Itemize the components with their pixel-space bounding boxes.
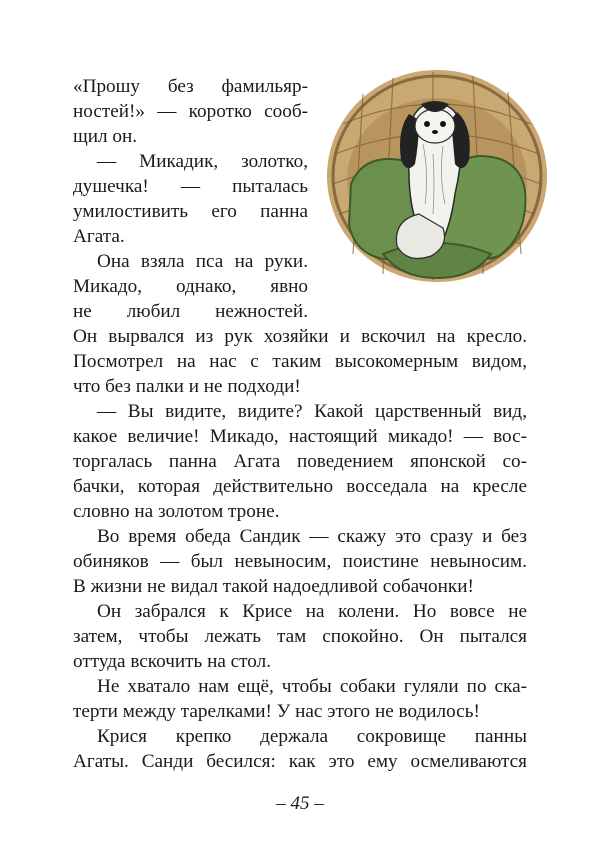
paragraph: [73, 599, 527, 674]
paragraph: [73, 249, 527, 399]
text-line: обиняков — был невыносим, поистине невыносим.: [73, 551, 527, 572]
text-line: Агата.: [73, 226, 125, 247]
text-line: душечка! — пыталась: [73, 176, 308, 197]
text-line: торгалась панна Агата поведением японской со-: [73, 451, 527, 472]
text-line: словно на золотом троне.: [73, 501, 280, 522]
text-line: — Микадик, золотко,: [97, 151, 308, 172]
text-line: оттуда вскочить на стол.: [73, 651, 272, 672]
text-line: Во время обеда Сандик — скажу это сразу и без: [97, 526, 527, 547]
paragraph: [73, 149, 308, 249]
text-line: умилостивить его панна: [73, 201, 308, 222]
paragraph: [73, 74, 308, 149]
text-line: затем, чтобы лежать там спокойно. Он пытался: [73, 626, 527, 647]
text-line: — Вы видите, видите? Какой царственный вид,: [97, 401, 527, 422]
text-line: что без палки и не подходи!: [73, 376, 301, 397]
text-line: щил он.: [73, 126, 138, 147]
text-line: Микадо, однако, явно: [73, 276, 308, 297]
text-line: В жизни не видал такой надоедливой собачонки!: [73, 576, 474, 597]
text-line: Крися крепко держала сокровище панны: [97, 726, 527, 747]
text-line: не любил нежностей.: [73, 301, 308, 322]
text-line: терти между тарелками! У нас этого не водилось!: [73, 701, 480, 722]
text-line: какое величие! Микадо, настоящий микадо! — вос-: [73, 426, 527, 447]
text-line: бачки, которая действительно восседала на кресле: [73, 476, 527, 497]
text-line: «Прошу без фамильяр-: [73, 76, 308, 97]
text-line: Агаты. Санди бесился: как это ему осмеливаются: [73, 751, 527, 772]
text-line: Он вырвался из рук хозяйки и вскочил на кресло.: [73, 326, 527, 347]
text-line: Не хватало нам ещё, чтобы собаки гуляли по ска-: [97, 676, 527, 697]
page-number: – 45 –: [276, 793, 324, 814]
paragraph: [73, 724, 527, 774]
text-line: Он забрался к Крисе на колени. Но вовсе не: [97, 601, 527, 622]
text-line: ностей!» — коротко сооб-: [73, 101, 308, 122]
text-line: Она взяла пса на руки.: [97, 251, 308, 272]
paragraph: [73, 524, 527, 599]
paragraph: [73, 399, 527, 524]
paragraph: [73, 674, 527, 724]
text-line: Посмотрел на нас с таким высокомерным видом,: [73, 351, 527, 372]
